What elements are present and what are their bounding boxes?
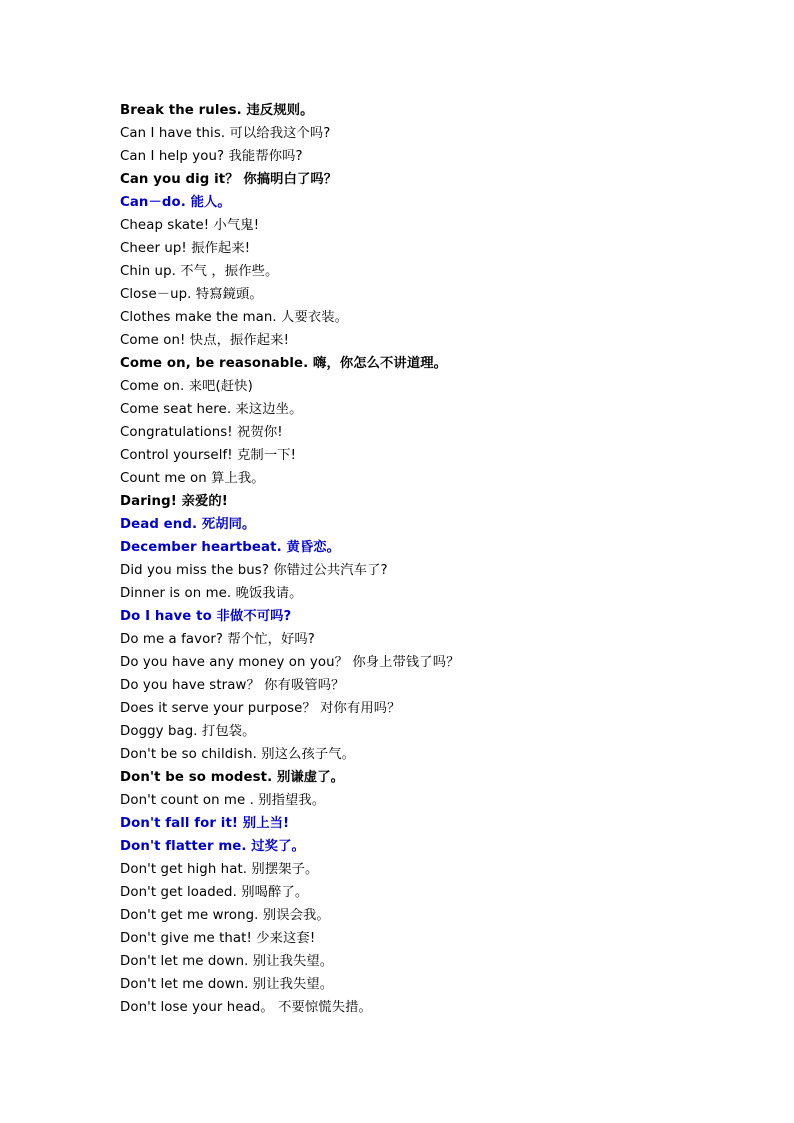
phrase-line: Clothes make the man. 人要衣装。 (120, 310, 349, 325)
phrase-line: Cheer up! 振作起来! (120, 241, 251, 256)
phrase-line: Do me a favor? 帮个忙，好吗? (120, 632, 315, 647)
phrase-line: Do you have any money on you？ 你身上带钱了吗？ (120, 655, 460, 670)
phrase-line: Cheap skate! 小气鬼! (120, 218, 260, 233)
phrase-line: Don't give me that! 少来这套! (120, 931, 316, 946)
phrase-list (120, 99, 720, 1019)
phrase-line: Close－up. 特寫鏡頭。 (120, 287, 263, 302)
phrase-line: Don't be so modest. 别谦虚了。 (120, 770, 345, 785)
phrase-line: Don't get me wrong. 别误会我。 (120, 908, 330, 923)
phrase-line: Come on. 来吧(赶快) (120, 379, 253, 394)
phrase-line: Does it serve your purpose？ 对你有用吗？ (120, 701, 401, 716)
phrase-line: Come on! 快点，振作起来! (120, 333, 290, 348)
phrase-line: Break the rules. 违反规则。 (120, 103, 314, 118)
phrase-line: Count me on 算上我。 (120, 471, 265, 486)
phrase-line: Don't fall for it! 别上当! (120, 816, 290, 831)
phrase-line: Don't lose your head。 不要惊慌失措。 (120, 1000, 372, 1015)
phrase-line: Did you miss the bus? 你错过公共汽车了? (120, 563, 388, 578)
phrase-line: Chin up. 不气 ，振作些。 (120, 264, 279, 279)
phrase-line: Come on, be reasonable. 嗨，你怎么不讲道理。 (120, 356, 448, 371)
phrase-line: Congratulations! 祝贺你! (120, 425, 283, 440)
phrase-line: Do I have to 非做不可吗? (120, 609, 292, 624)
phrase-line: Can I help you? 我能帮你吗? (120, 149, 303, 164)
phrase-line: Don't flatter me. 过奖了。 (120, 839, 305, 854)
phrase-line: Can－do. 能人。 (120, 195, 231, 210)
phrase-line: Doggy bag. 打包袋。 (120, 724, 256, 739)
phrase-line: Don't let me down. 别让我失望。 (120, 977, 334, 992)
phrase-line: Dinner is on me. 晚饭我请。 (120, 586, 303, 601)
phrase-line: Don't be so childish. 别这么孩子气。 (120, 747, 356, 762)
phrase-line: Can you dig it？ 你搞明白了吗？ (120, 172, 338, 187)
phrase-line: December heartbeat. 黄昏恋。 (120, 540, 341, 555)
phrase-line: Do you have straw？ 你有吸管吗？ (120, 678, 345, 693)
phrase-line: Don't get high hat. 别摆架子。 (120, 862, 319, 877)
phrase-line: Don't let me down. 别让我失望。 (120, 954, 334, 969)
phrase-line: Don't count on me . 别指望我。 (120, 793, 326, 808)
phrase-line: Daring! 亲爱的! (120, 494, 228, 509)
phrase-line: Dead end. 死胡同。 (120, 517, 256, 532)
phrase-line: Control yourself! 克制一下! (120, 448, 297, 463)
phrase-line: Can I have this. 可以给我这个吗? (120, 126, 331, 141)
phrase-line: Come seat here. 来这边坐。 (120, 402, 303, 417)
phrase-line: Don't get loaded. 别喝醉了。 (120, 885, 309, 900)
